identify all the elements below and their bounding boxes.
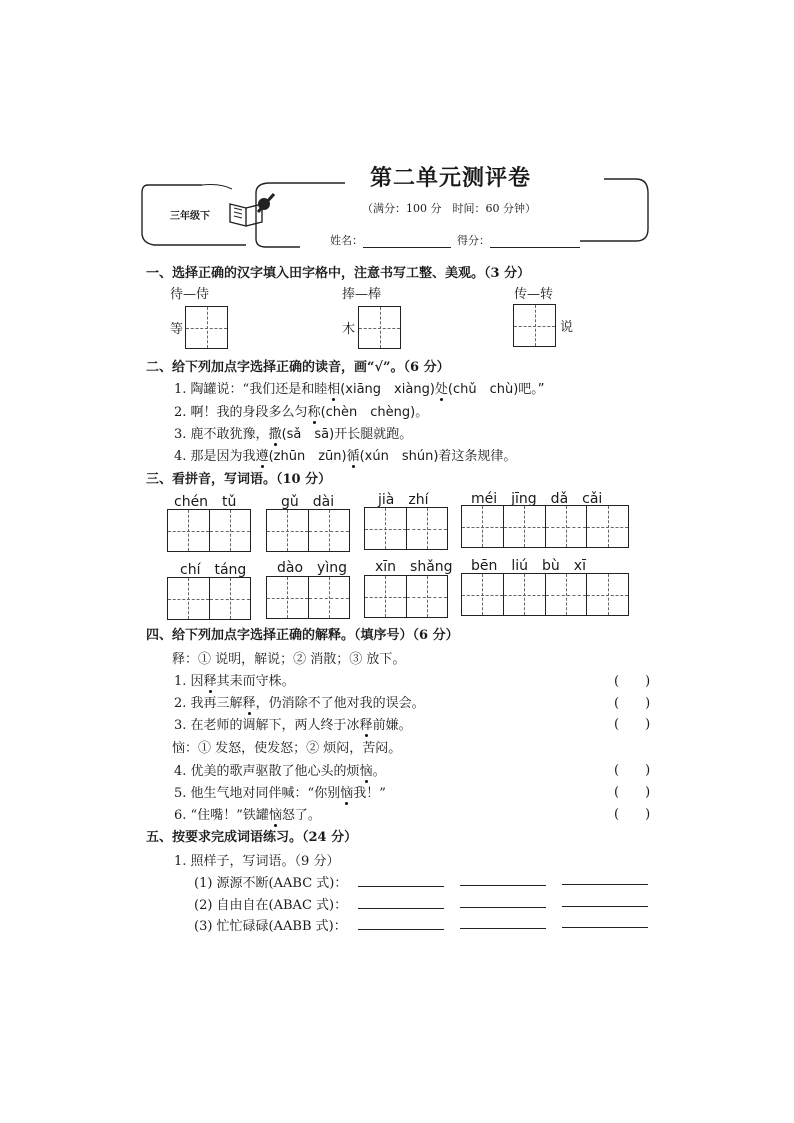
- q1-options-1: 待—侍: [170, 287, 210, 302]
- q4-answer-6[interactable]: ( ): [614, 807, 651, 822]
- q5-blank-2b[interactable]: [460, 893, 546, 908]
- q5-blank-1b[interactable]: [460, 871, 546, 886]
- q4-answer-4[interactable]: ( ): [614, 763, 651, 778]
- section-4-heading: 四、给下列加点字选择正确的解释。（填序号）（6 分）: [146, 628, 459, 643]
- q1-writing-grid-1[interactable]: [185, 306, 228, 349]
- q5-blank-1c[interactable]: [562, 870, 648, 885]
- q1-suffix-3: 说: [560, 320, 574, 335]
- grade-label: 三年级下: [170, 211, 210, 222]
- pinyin-jia-zhi: jià zhí: [378, 492, 429, 508]
- name-input-line[interactable]: [363, 235, 451, 248]
- q3-grid-group-5[interactable]: [167, 577, 251, 620]
- pinyin-ben-liu-bu-xi: bēn liú bù xī: [471, 558, 586, 574]
- q1-options-2: 捧—棒: [342, 287, 382, 302]
- q1-prefix-2: 木: [342, 322, 356, 337]
- page-subtitle: （满分：100 分 时间：60 分钟）: [362, 202, 536, 215]
- pinyin-chi-tang: chí táng: [180, 562, 247, 578]
- pinyin-mei-jing-da-cai: méi jīng dǎ cǎi: [471, 491, 603, 507]
- q1-writing-grid-3[interactable]: [513, 304, 556, 347]
- score-field[interactable]: [457, 232, 580, 248]
- q5-blank-3a[interactable]: [358, 915, 444, 930]
- q2-item-3: 3. 鹿不敢犹豫，撒(sǎ sā)开长腿就跑。: [174, 427, 413, 442]
- q5-sub-1: 1. 照样子，写词语。（9 分）: [174, 854, 340, 869]
- q3-grid-group-8[interactable]: [461, 573, 629, 616]
- q4-definition-nao: 恼：① 发怒，使发怒；② 烦闷，苦闷。: [172, 741, 402, 756]
- q2-item-1: 1. 陶罐说：“我们还是和睦相(xiāng xiàng)处(chǔ chù)吧。”: [174, 382, 545, 397]
- q5-line-2-label: (2) 自由自在(ABAC 式)：: [194, 898, 348, 913]
- section-3-heading: 三、看拼音，写词语。（10 分）: [146, 472, 332, 487]
- pinyin-chen-tu: chén tǔ: [174, 494, 237, 510]
- q3-grid-group-4[interactable]: [461, 505, 629, 548]
- q4-item-1: 1. 因释其耒而守株。: [174, 674, 295, 689]
- q4-item-2: 2. 我再三解释，仍消除不了他对我的误会。: [174, 696, 425, 711]
- pinyin-dao-ying: dào yìng: [277, 560, 347, 576]
- q5-blank-3c[interactable]: [562, 913, 648, 928]
- q1-prefix-1: 等: [170, 322, 184, 337]
- q3-grid-group-7[interactable]: [364, 575, 448, 618]
- name-field[interactable]: [330, 232, 451, 248]
- book-pen-icon: [226, 192, 278, 228]
- q1-writing-grid-2[interactable]: [358, 306, 401, 349]
- q4-item-5: 5. 他生气地对同伴喊：“你别恼我！”: [174, 786, 386, 801]
- q5-blank-2c[interactable]: [562, 892, 648, 907]
- q5-blank-3b[interactable]: [460, 914, 546, 929]
- q5-line-1-label: (1) 源源不断(AABC 式)：: [194, 876, 348, 891]
- q4-item-4: 4. 优美的歌声驱散了他心头的烦恼。: [174, 764, 386, 779]
- q1-options-3: 传—转: [514, 287, 554, 302]
- q4-item-6: 6. “住嘴！”铁罐恼怒了。: [174, 808, 321, 823]
- name-label: 姓名：: [330, 234, 363, 247]
- section-1-heading: 一、选择正确的汉字填入田字格中，注意书写工整、美观。（3 分）: [146, 266, 531, 281]
- q3-grid-group-2[interactable]: [266, 509, 350, 552]
- q5-line-3-label: (3) 忙忙碌碌(AABB 式)：: [194, 919, 347, 934]
- q2-item-2: 2. 啊！我的身段多么匀称(chèn chèng)。: [174, 405, 429, 420]
- page-title: 第二单元测评卷: [370, 165, 532, 191]
- pinyin-gu-dai: gǔ dài: [281, 494, 335, 510]
- q3-grid-group-1[interactable]: [167, 509, 251, 552]
- section-5-heading: 五、按要求完成词语练习。（24 分）: [146, 830, 358, 845]
- q3-grid-group-3[interactable]: [364, 507, 448, 550]
- q4-definition-shi: 释：① 说明，解说；② 消散；③ 放下。: [172, 652, 406, 667]
- pinyin-xin-shang: xīn shǎng: [375, 559, 453, 575]
- q2-item-4: 4. 那是因为我遵(zhūn zūn)循(xún shún)着这条规律。: [174, 449, 517, 464]
- score-label: 得分：: [457, 234, 490, 247]
- q4-answer-2[interactable]: ( ): [614, 696, 651, 711]
- q4-answer-5[interactable]: ( ): [614, 785, 651, 800]
- q5-blank-1a[interactable]: [358, 872, 444, 887]
- q4-item-3: 3. 在老师的调解下，两人终于冰释前嫌。: [174, 718, 412, 733]
- section-2-heading: 二、给下列加点字选择正确的读音，画“√”。（6 分）: [146, 360, 450, 375]
- q5-blank-2a[interactable]: [358, 894, 444, 909]
- q3-grid-group-6[interactable]: [266, 576, 350, 619]
- q4-answer-3[interactable]: ( ): [614, 717, 651, 732]
- q4-answer-1[interactable]: ( ): [614, 674, 651, 689]
- score-input-line[interactable]: [490, 235, 580, 248]
